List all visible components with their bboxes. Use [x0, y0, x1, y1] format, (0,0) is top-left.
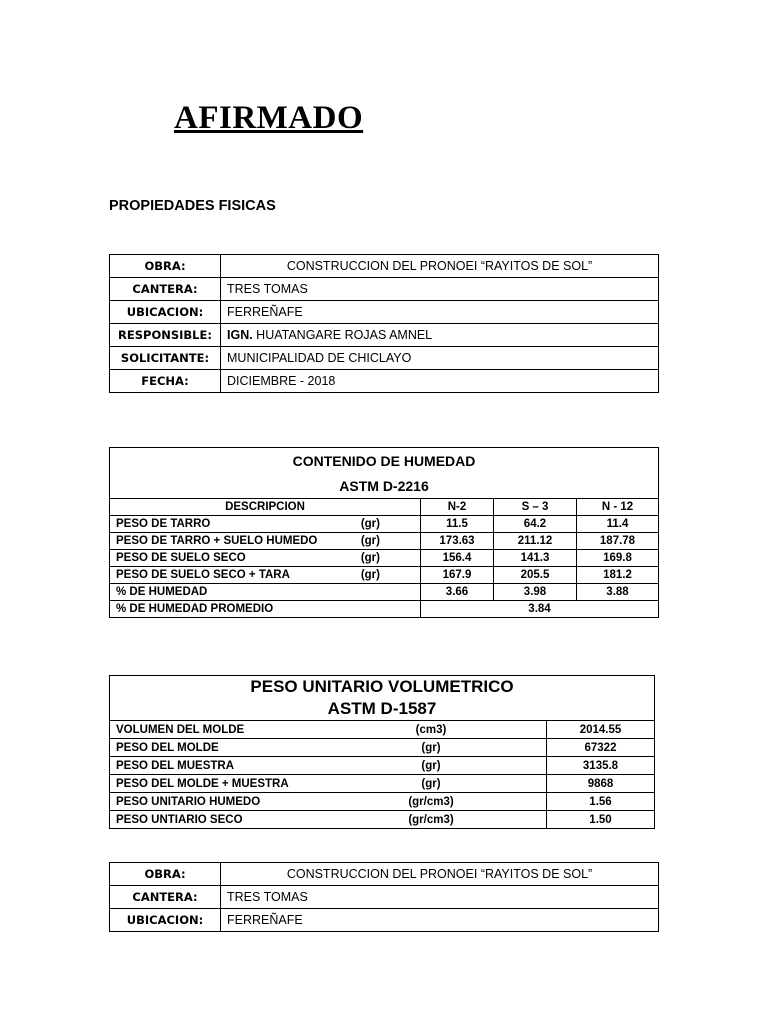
project-info-table-2 — [109, 862, 659, 932]
info-value — [221, 370, 659, 393]
humedad-col-n12: N - 12 — [577, 499, 659, 516]
info-value-text: CONSTRUCCION DEL PRONOEI “RAYITOS DE SOL” — [286, 259, 593, 273]
info-value — [221, 347, 659, 370]
peso-unitario-label: VOLUMEN DEL MOLDE — [110, 721, 317, 739]
info-value-prefix: IGN. — [227, 328, 253, 342]
info-value-text: FERREÑAFE — [227, 913, 303, 927]
section-subtitle: PROPIEDADES FISICAS — [109, 198, 276, 214]
humedad-row-label: PESO DE TARRO + SUELO HUMEDO — [116, 535, 318, 547]
humedad-row-label-cell — [110, 516, 421, 533]
humedad-col-descripcion: DESCRIPCION — [110, 499, 421, 516]
peso-unitario-table — [109, 675, 655, 829]
info-value-text: TRES TOMAS — [227, 282, 308, 296]
info-row — [110, 278, 659, 301]
humedad-row-label-wrap — [116, 586, 420, 598]
peso-unitario-unit: (gr) — [316, 739, 547, 757]
info-value-text: MUNICIPALIDAD DE CHICLAYO — [227, 351, 412, 365]
peso-unitario-value: 1.50 — [547, 811, 655, 829]
peso-unitario-row — [110, 757, 655, 775]
peso-unitario-value: 1.56 — [547, 793, 655, 811]
humedad-row-unit: (gr) — [360, 518, 380, 530]
peso-unitario-label: PESO DEL MOLDE + MUESTRA — [110, 775, 317, 793]
peso-unitario-row — [110, 739, 655, 757]
info-value — [221, 886, 659, 909]
humedad-average-row — [110, 601, 659, 618]
info-value-text: HUATANGARE ROJAS AMNEL — [252, 328, 433, 342]
humedad-value: 205.5 — [494, 567, 577, 584]
humedad-value: 3.98 — [494, 584, 577, 601]
humedad-value: 141.3 — [494, 550, 577, 567]
info-row — [110, 370, 659, 393]
peso-unitario-label: PESO DEL MOLDE — [110, 739, 317, 757]
humedad-row-label-wrap — [116, 518, 420, 530]
info-value — [221, 324, 659, 347]
humedad-value: 3.88 — [577, 584, 659, 601]
humedad-value: 211.12 — [494, 533, 577, 550]
humedad-value: 156.4 — [421, 550, 494, 567]
peso-unitario-unit: (gr) — [316, 757, 547, 775]
peso-unitario-row — [110, 775, 655, 793]
humedad-row — [110, 550, 659, 567]
info-value-text: CONSTRUCCION DEL PRONOEI “RAYITOS DE SOL” — [286, 867, 593, 881]
humedad-value: 3.66 — [421, 584, 494, 601]
humedad-col-s3: S – 3 — [494, 499, 577, 516]
humedad-row-label-cell — [110, 550, 421, 567]
humedad-value: 167.9 — [421, 567, 494, 584]
peso-unitario-value: 9868 — [547, 775, 655, 793]
info-row — [110, 909, 659, 932]
peso-unitario-value: 3135.8 — [547, 757, 655, 775]
humedad-value: 187.78 — [577, 533, 659, 550]
info-value-text: FERREÑAFE — [227, 305, 303, 319]
humedad-col-n2: N-2 — [421, 499, 494, 516]
humedad-value: 11.5 — [421, 516, 494, 533]
info-row — [110, 347, 659, 370]
peso-unitario-unit: (cm3) — [316, 721, 547, 739]
humedad-row-label-cell — [110, 567, 421, 584]
info-label: CANTERA: — [110, 278, 221, 301]
info-row — [110, 886, 659, 909]
info-label: OBRA: — [110, 863, 221, 886]
humedad-value: 64.2 — [494, 516, 577, 533]
humedad-row-label-cell — [110, 533, 421, 550]
humedad-value: 11.4 — [577, 516, 659, 533]
humedad-row — [110, 567, 659, 584]
humedad-row-unit: (gr) — [360, 569, 380, 581]
peso-unitario-unit: (gr) — [316, 775, 547, 793]
humedad-row-label-wrap — [116, 552, 420, 564]
peso-unitario-row — [110, 793, 655, 811]
info-value — [221, 255, 659, 278]
peso-unitario-unit: (gr/cm3) — [316, 811, 547, 829]
info-label: UBICACION: — [110, 301, 221, 324]
peso-unitario-unit: (gr/cm3) — [316, 793, 547, 811]
peso-unitario-label: PESO DEL MUESTRA — [110, 757, 317, 775]
info-row — [110, 301, 659, 324]
peso-unitario-label: PESO UNTIARIO SECO — [110, 811, 317, 829]
info-row — [110, 863, 659, 886]
humedad-value: 181.2 — [577, 567, 659, 584]
info-label: FECHA: — [110, 370, 221, 393]
peso-unitario-row — [110, 811, 655, 829]
humedad-value: 169.8 — [577, 550, 659, 567]
peso-unitario-label: PESO UNITARIO HUMEDO — [110, 793, 317, 811]
info-label: CANTERA: — [110, 886, 221, 909]
humedad-value: 173.63 — [421, 533, 494, 550]
humedad-table — [109, 447, 659, 618]
humedad-row — [110, 584, 659, 601]
info-value — [221, 301, 659, 324]
info-label: RESPONSIBLE: — [110, 324, 221, 347]
info-value-text: TRES TOMAS — [227, 890, 308, 904]
humedad-row-unit: (gr) — [360, 552, 380, 564]
info-label: SOLICITANTE: — [110, 347, 221, 370]
humedad-row-label-cell — [110, 584, 421, 601]
humedad-row-label-wrap — [116, 569, 420, 581]
humedad-row-label-wrap — [116, 535, 420, 547]
info-row — [110, 324, 659, 347]
humedad-row-unit: (gr) — [360, 535, 380, 547]
humedad-standard: ASTM D-2216 — [110, 474, 659, 499]
info-value — [221, 863, 659, 886]
humedad-average-value: 3.84 — [421, 601, 659, 618]
peso-unitario-value: 67322 — [547, 739, 655, 757]
humedad-title: CONTENIDO DE HUMEDAD — [110, 448, 659, 475]
info-value — [221, 278, 659, 301]
humedad-row-label: PESO DE TARRO — [116, 518, 211, 530]
humedad-row-label: PESO DE SUELO SECO + TARA — [116, 569, 290, 581]
humedad-row — [110, 533, 659, 550]
humedad-row-label: PESO DE SUELO SECO — [116, 552, 246, 564]
info-label: OBRA: — [110, 255, 221, 278]
peso-unitario-row — [110, 721, 655, 739]
info-value — [221, 909, 659, 932]
info-label: UBICACION: — [110, 909, 221, 932]
info-value-text: DICIEMBRE - 2018 — [227, 374, 336, 388]
peso-unitario-standard: ASTM D-1587 — [327, 699, 437, 718]
info-row — [110, 255, 659, 278]
peso-unitario-title: PESO UNITARIO VOLUMETRICO — [250, 677, 514, 696]
humedad-average-label: % DE HUMEDAD PROMEDIO — [110, 601, 421, 618]
document-title: AFIRMADO — [174, 100, 364, 136]
peso-unitario-header — [110, 676, 655, 721]
peso-unitario-value: 2014.55 — [547, 721, 655, 739]
humedad-row — [110, 516, 659, 533]
humedad-row-label: % DE HUMEDAD — [116, 586, 208, 598]
project-info-table — [109, 254, 659, 393]
